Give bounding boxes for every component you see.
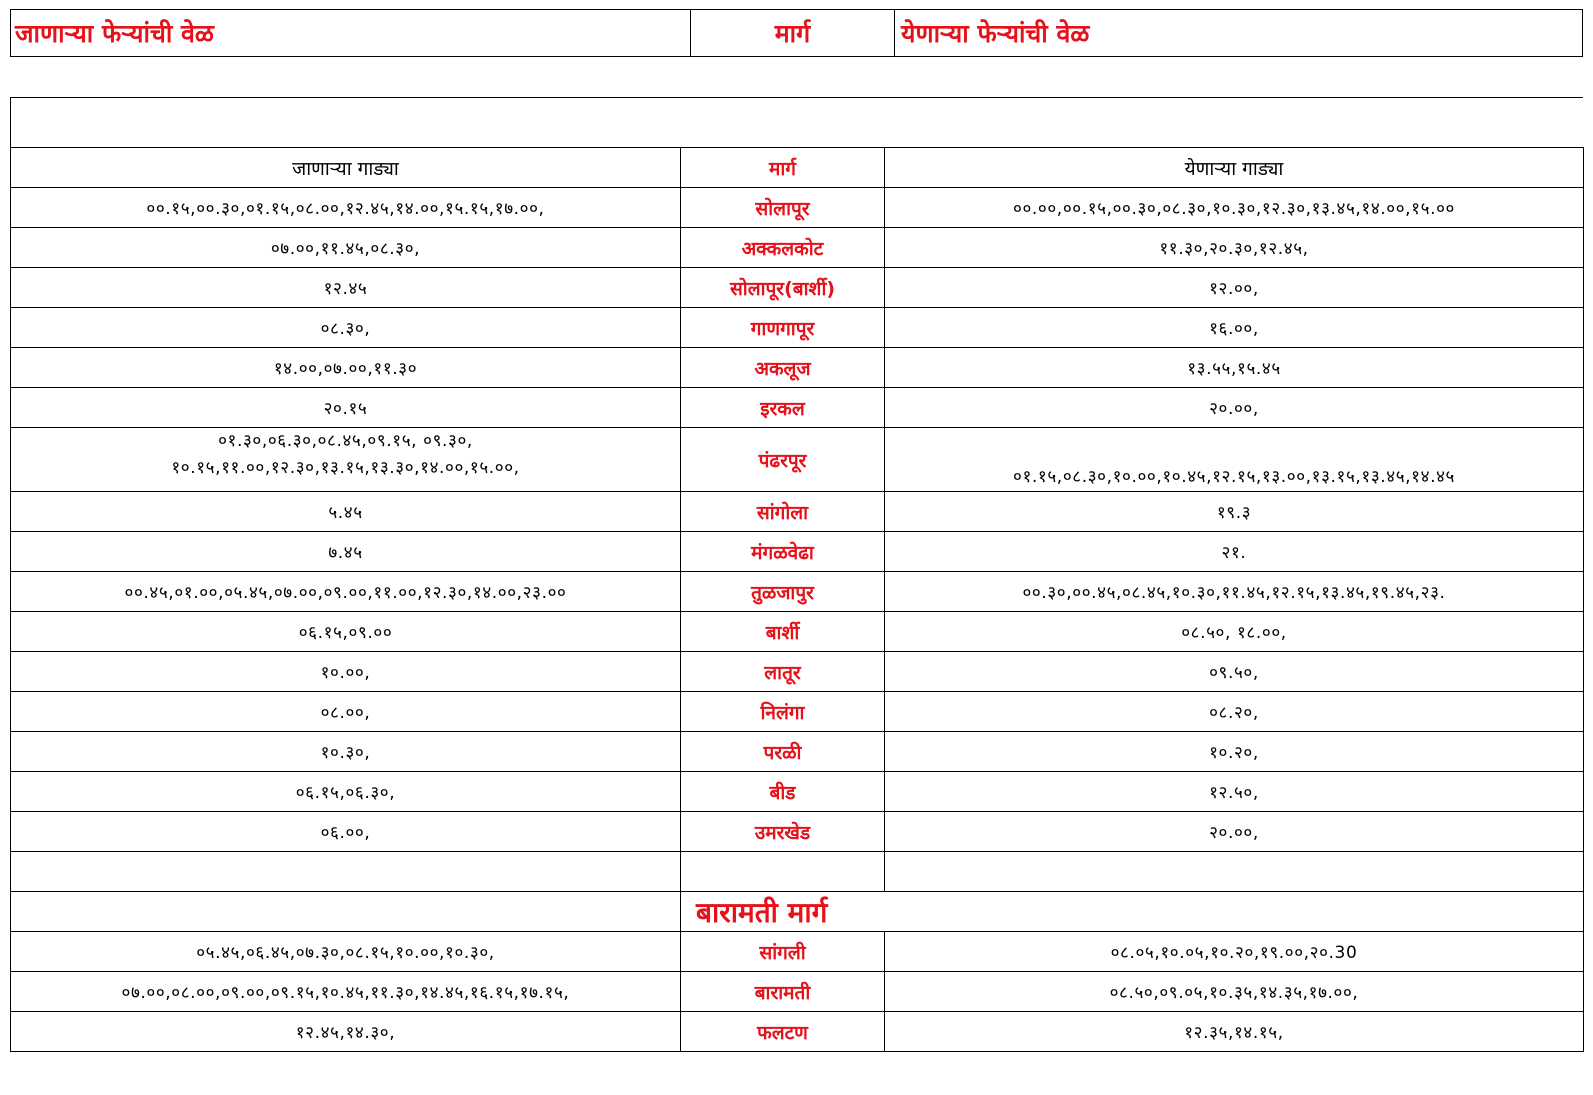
incoming-trips-title: येणाऱ्या फेऱ्यांची वेळ <box>901 19 1090 48</box>
incoming-times: ०८.५०, १८.००, <box>885 612 1584 652</box>
table-row <box>11 532 1584 572</box>
table-row <box>11 812 1584 852</box>
table-row <box>11 188 1584 228</box>
column-header-outgoing: जाणाऱ्या गाड्या <box>11 148 681 188</box>
table-row <box>11 692 1584 732</box>
incoming-times: ००.००,००.१५,००.३०,०८.३०,१०.३०,१२.३०,१३.४५,१४.००,१५.०० <box>885 188 1584 228</box>
table-row <box>11 932 1584 972</box>
incoming-times: ०९.५०, <box>885 652 1584 692</box>
incoming-times: १३.५५,१५.४५ <box>885 348 1584 388</box>
table-row <box>11 772 1584 812</box>
route-name: सोलापूर(बार्शी) <box>681 268 885 308</box>
outgoing-times: ०६.१५,०६.३०, <box>11 772 681 812</box>
outgoing-times: १२.४५ <box>11 268 681 308</box>
outgoing-times: १०.३०, <box>11 732 681 772</box>
outgoing-times: ००.४५,०१.००,०५.४५,०७.००,०९.००,११.००,१२.३०,१४.००,२३.०० <box>11 572 681 612</box>
table-row <box>11 268 1584 308</box>
table-row <box>11 388 1584 428</box>
incoming-times: ०८.५०,०९.०५,१०.३५,१४.३५,१७.००, <box>885 972 1584 1012</box>
route-name: बार्शी <box>681 612 885 652</box>
incoming-times: १९.३ <box>885 492 1584 532</box>
table-header-row <box>11 148 1584 188</box>
table-row <box>11 228 1584 268</box>
table-row <box>11 572 1584 612</box>
table-row <box>11 652 1584 692</box>
empty-row <box>11 852 1584 892</box>
table-row <box>11 492 1584 532</box>
outgoing-times: १४.००,०७.००,११.३० <box>11 348 681 388</box>
incoming-times: १२.३५,१४.१५, <box>885 1012 1584 1052</box>
outgoing-times: ०५.४५,०६.४५,०७.३०,०८.१५,१०.००,१०.३०, <box>11 932 681 972</box>
route-name: अकलूज <box>681 348 885 388</box>
table-row <box>11 732 1584 772</box>
route-name: सांगोला <box>681 492 885 532</box>
route-name: इरकल <box>681 388 885 428</box>
outgoing-times: ००.१५,००.३०,०१.१५,०८.००,१२.४५,१४.००,१५.१५,१७.००, <box>11 188 681 228</box>
outgoing-times-line-2: १०.१५,११.००,१२.३०,१३.१५,१३.३०,१४.००,१५.००, <box>171 458 520 478</box>
route-name: पंढरपूर <box>681 428 885 492</box>
table-row <box>11 972 1584 1012</box>
incoming-times: ०१.१५,०८.३०,१०.००,१०.४५,१२.१५,१३.००,१३.१५,१३.४५,१४.४५ <box>885 428 1584 492</box>
route-title: मार्ग <box>691 10 895 56</box>
incoming-times: १२.५०, <box>885 772 1584 812</box>
section-title-baramati-route: बारामती मार्ग <box>681 892 1584 932</box>
incoming-times: १६.००, <box>885 308 1584 348</box>
blank-row <box>10 97 1583 148</box>
outgoing-times: ०८.००, <box>11 692 681 732</box>
incoming-times: ०८.२०, <box>885 692 1584 732</box>
route-name: बीड <box>681 772 885 812</box>
route-name: गाणगापूर <box>681 308 885 348</box>
incoming-times: २०.००, <box>885 388 1584 428</box>
route-name: फलटण <box>681 1012 885 1052</box>
outgoing-times: ५.४५ <box>11 492 681 532</box>
outgoing-times: १२.४५,१४.३०, <box>11 1012 681 1052</box>
outgoing-times: ०६.००, <box>11 812 681 852</box>
route-name: लातूर <box>681 652 885 692</box>
incoming-times: ११.३०,२०.३०,१२.४५, <box>885 228 1584 268</box>
table-row <box>11 348 1584 388</box>
outgoing-times-line-1: ०१.३०,०६.३०,०८.४५,०९.१५, ०९.३०, <box>218 431 473 451</box>
route-name: सांगली <box>681 932 885 972</box>
column-header-route: मार्ग <box>681 148 885 188</box>
outgoing-times: ०७.००,११.४५,०८.३०, <box>11 228 681 268</box>
bus-schedule-table <box>10 147 1584 1052</box>
schedule-header <box>10 9 1583 57</box>
incoming-times: १०.२०, <box>885 732 1584 772</box>
column-header-incoming: येणाऱ्या गाड्या <box>885 148 1584 188</box>
outgoing-times <box>11 428 681 492</box>
outgoing-times: ०८.३०, <box>11 308 681 348</box>
route-name: मंगळवेढा <box>681 532 885 572</box>
incoming-times: ००.३०,००.४५,०८.४५,१०.३०,११.४५,१२.१५,१३.४५,१९.४५,२३. <box>885 572 1584 612</box>
incoming-times: २०.००, <box>885 812 1584 852</box>
outgoing-times: ७.४५ <box>11 532 681 572</box>
table-row <box>11 428 1584 492</box>
outgoing-times: ०६.१५,०९.०० <box>11 612 681 652</box>
table-row <box>11 1012 1584 1052</box>
outgoing-times: १०.००, <box>11 652 681 692</box>
route-name: तुळजापुर <box>681 572 885 612</box>
route-name: उमरखेड <box>681 812 885 852</box>
section-heading-row <box>11 892 1584 932</box>
route-name: बारामती <box>681 972 885 1012</box>
route-name: परळी <box>681 732 885 772</box>
route-name: सोलापूर <box>681 188 885 228</box>
incoming-times: २१. <box>885 532 1584 572</box>
table-row <box>11 612 1584 652</box>
outgoing-trips-title: जाणाऱ्या फेऱ्यांची वेळ <box>11 10 691 56</box>
route-name: निलंगा <box>681 692 885 732</box>
outgoing-times: ०७.००,०८.००,०९.००,०९.१५,१०.४५,११.३०,१४.४५,१६.१५,१७.१५, <box>11 972 681 1012</box>
incoming-times: ०८.०५,१०.०५,१०.२०,१९.००,२०.30 <box>885 932 1584 972</box>
route-name: अक्कलकोट <box>681 228 885 268</box>
outgoing-times: २०.१५ <box>11 388 681 428</box>
table-row <box>11 308 1584 348</box>
incoming-times: १२.००, <box>885 268 1584 308</box>
